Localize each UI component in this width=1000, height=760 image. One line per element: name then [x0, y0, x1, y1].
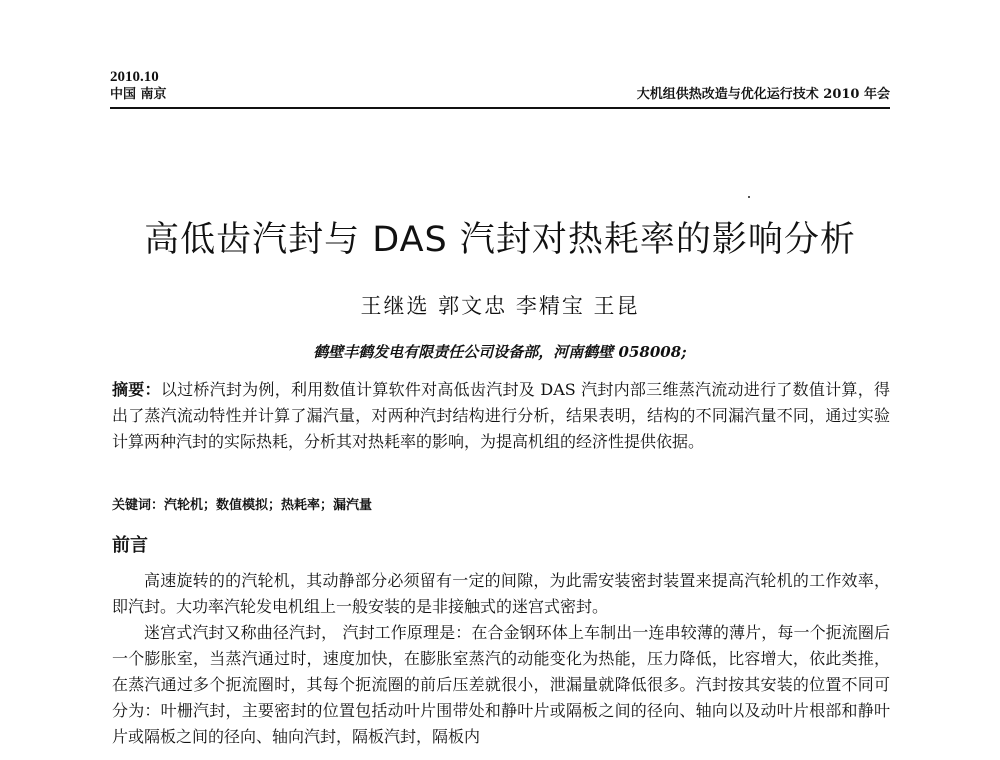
section-heading: 前言: [112, 535, 148, 556]
paper-authors: 王继选 郭文忠 李精宝 王昆: [360, 294, 640, 318]
scan-speck: [748, 196, 750, 198]
keywords-label: 关键词：: [112, 498, 165, 513]
paragraph: 高速旋转的的汽轮机，其动静部分必须留有一定的间隙，为此需安装密封装置来提高汽轮机的工作效率，即汽封。大功率汽轮发电机组上一般安装的是非接触式的迷宫式密封。: [112, 571, 890, 616]
abstract-text: 以过桥汽封为例，利用数值计算软件对高低齿汽封及 DAS 汽封内部三维蒸汽流动进行了数值计算，得出了蒸汽流动特性并计算了漏汽量，对两种汽封结构进行分析，结果表明，结构的不同漏汽量不同，通过实验计算两种汽封的实际热耗，分析其对热耗率的影响，为提高机组的经济性提供依据。: [112, 380, 890, 451]
keywords: [112, 496, 890, 516]
keywords-text: 汽轮机；数值模拟；热耗率；漏汽量: [164, 498, 373, 513]
body-text: [112, 568, 890, 750]
paragraph: 迷宫式汽封又称曲径汽封， 汽封工作原理是：在合金钢环体上车制出一连串较薄的薄片，每一个扼流圈后一个膨胀室，当蒸汽通过时，速度加快，在膨胀室蒸汽的动能变化为热能，压力降低，比容增大，依此类推，在蒸汽通过多个扼流圈时，其每个扼流圈的前后压差就很小，泄漏量就降低很多。汽封按其安装的位置不同可分为：叶栅汽封，主要密封的位置包括动叶片围带处和静叶片或隔板之间的径向、轴向以及动叶片根部和静叶片或隔板之间的径向、轴向汽封，隔板汽封，隔板内: [112, 623, 890, 746]
paper-affiliation: 鹤壁丰鹤发电有限责任公司设备部，河南鹤壁 058008;: [313, 343, 687, 361]
paper-title: 高低齿汽封与 DAS 汽封对热耗率的影响分析: [144, 220, 856, 260]
header-date: 2010.10: [110, 69, 159, 85]
abstract-label: 摘要：: [112, 380, 161, 399]
abstract: [112, 377, 890, 455]
running-header: [110, 68, 890, 109]
header-place: 中国 南京: [110, 87, 167, 102]
header-row: [110, 86, 890, 109]
header-conference: 大机组供热改造与优化运行技术 2010 年会: [636, 87, 890, 102]
